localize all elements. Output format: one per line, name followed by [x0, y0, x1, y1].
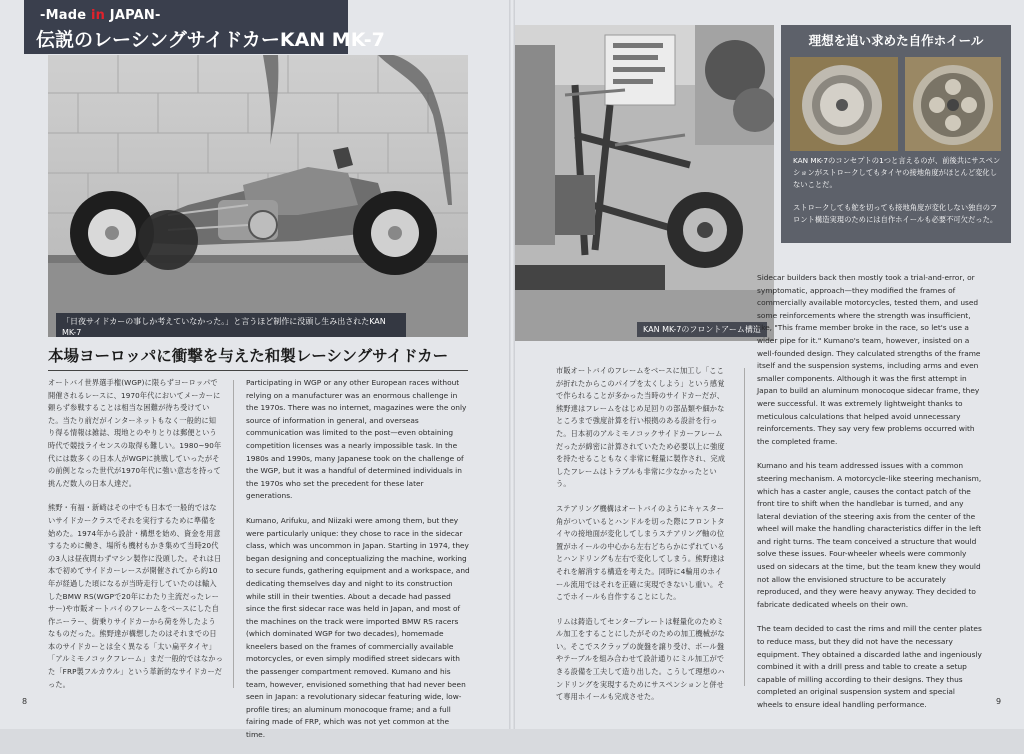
column-divider [744, 368, 745, 686]
paragraph: ストロークしても舵を切っても接地角度が変化しない独自のフロント構造実現のためには自作ホイールも必要不可欠だった。 [793, 202, 998, 224]
sidecar-photo [48, 55, 468, 337]
page-title: 伝説のレーシングサイドカーKAN MK-7 [36, 29, 385, 51]
page-number-right: 9 [996, 697, 1002, 706]
paragraph: KAN MK-7のコンセプトの1つと言えるのが、前後共にサスペンションがストロークしてもタイヤの接地角度がほとんど変化しないことだ。 [793, 156, 1001, 190]
title-sub: -Made in JAPAN- [40, 8, 161, 23]
title-box [24, 0, 385, 54]
paragraph: Kumano and his team addressed issues with a common steering mechanism. A motorcycle-like steering mechanism, which has a caster angle, causes the contact patch of the front tire to shift when the handlebar is turned, and any lateral deviation of the steering axis from the center of the wheel will make the handling characteristics differ in the left and right turns. The team conceived a structure that would solve these issues. Four-wheeler wheels were commonly used on sidecars at the time, but the team knew they would not allow the envisioned structure to be accurately reproduced, and they were heavy anyway. They decided to fabricate dedicated wheels on their own. [757, 461, 982, 609]
front-arm-photo [515, 25, 774, 341]
wheel-sidebar-title: 理想を追い求めた自作ホイール [808, 33, 984, 48]
title-sub-highlight: in [90, 8, 106, 23]
paragraph: Sidecar builders back then mostly took a trial-and-error, or symptomatic, approach—they modified the frames of commercially available motorcycles, tested them, and used some reinforcements where the strength was insufficient, like, "This frame member broke in the race, so let's use a wider pipe for it." Kumano's team, however, insisted on a well-founded design. They calculated strengths of the frame itself and the suspension systems, including arms and even smaller components. Although it was the first attempt in Japan to build an aluminum monocoque sidecar frame, they were successful. It was extremely lightweight thanks to meticulous calculations that helped avoid unnecessary reinforcements. They say very few problems occurred with the completed frame. [757, 273, 981, 446]
column-divider [233, 380, 234, 688]
left-english-column [246, 377, 470, 754]
wheel-photo-2 [905, 57, 1001, 151]
wheel-sidebar-text [793, 155, 1003, 236]
right-english-column [757, 272, 983, 724]
paragraph: 市販オートバイのフレームをベースに加工し「ここが折れたからこのパイプを太くしよう」という感覚で作られることが多かった当時のサイドカーだが、熊野達はフレームをはじめ足回りの部品類や細かなところまで強度計算を行い根拠のある設計を行った。日本初のアルミモノコックサイドカーフレームだったが綿密に計算されていたため必要以上に強度を持たせることもなく非常に軽量に製作され、完成したフレームはトラブルも非常に少なかったという。 [556, 366, 726, 489]
paragraph: Kumano, Arifuku, and Niizaki were among them, but they were particularly unique: they chose to race in the sidecar class, which was uncommon in Japan. Starting in 1974, they began designing and conceptualizing the machine, working to secure funds, gathering equipment and a workspace, and dedicating themselves day and night to its construction while still in their twenties. About a decade had passed since the first sidecar race was held in Japan, and most of the machines on the track were imported BMW RS racers (which dominated WGP for two decades), homemade kneelers based on the frames of commercially available motorcycles, or even simply modified street sidecars with the passenger compartment removed. Kumano and his team, however, envisioned something that had never been seen in Japan: a revolutionary sidecar featuring wide, low-profile tires; an aluminum monocoque frame; and a full fairing made of FRP, which was not yet common at the time. [246, 515, 470, 740]
left-japanese-column [48, 377, 223, 703]
paragraph: 熊野・有福・新崎はその中でも日本で一般的ではないサイドカークラスでそれを実行するために準備を始めた。1974年から設計・構想を始め、資金を用意するために働き、場所も機材もかき集めて当時20代の3人は昼夜問わずマシン製作に没頭した。それは日本で初めてサイドカーレースが開催されてから約10年が経過した頃になるが当時走行していたのは輸入したBMW RS(WGPで20年にわたり主流だったレーサー)や市販オートバイのフレームをベースにした自作ニーラー、街乗りサイドカーから荷を外したようなものだった。熊野達が構想したのはそれまでの日本のサイドカーとは全く異なる「太い扁平タイヤ」「アルミモノコックフレーム」まだ一般的ではなかった「FRP製フルカウル」という革新的なサイドカーだった。 [48, 503, 223, 689]
sidecar-photo-caption: 「日夜サイドカーの事しか考えていなかった。」と言うほど制作に没頭し生み出されたKAN MK-7 [56, 313, 406, 337]
page-number-left: 8 [22, 697, 28, 706]
front-arm-caption: KAN MK-7のフロントアーム構造 [637, 322, 767, 337]
section-heading: 本場ヨーロッパに衝撃を与えた和製レーシングサイドカー [48, 344, 468, 371]
paragraph: リムは鋳造してセンタープレートは軽量化のためミル加工をすることにしたがそのための加工機械がない。そこでスクラップの旋盤を譲り受け、ボール盤やテーブルを組み合わせて設計通りにミル加工ができる設備を工夫して造り出した。こうして理想のハンドリングを実現するためにサスペンションと併せて専用ホイールも完成させた。 [556, 616, 725, 702]
paragraph: The team decided to cast the rims and mill the center plates to reduce mass, but they did not have the necessary equipment. They obtained a discarded lathe and ingeniously combined it with a drill press and table to create a setup capable of milling according to their designs. They thus completed an original suspension system and special wheels to ensure ideal handling performance. [757, 624, 982, 709]
paragraph: ステアリング機構はオートバイのようにキャスター角がついているとハンドルを切った際にフロントタイヤの接地面が変化してしまうステアリング軸の位置がホイールの中心から左右どちらかにずれているとハンドリングも左右で変化してしまう。熊野達はそれを解消する構造を考えた。同時に4輪用のホイール流用ではそれを正確に実現できないし重い。そこでホイールも自作することにした。 [556, 503, 725, 602]
paragraph: Participating in WGP or any other European races without relying on a manufacturer was an enormous challenge in the 1970s. There was no internet, magazines were the only source of information in general, and overseas communication was limited to the post—even obtaining competition licenses was a nearly impossible task. In the 1980s and 1990s, many Japanese took on the challenge of the WGP, but it was a handful of determined individuals in the 1970s who set the precedent for these later generations. [246, 378, 467, 501]
wheel-sidebar [781, 25, 1011, 243]
paragraph: オートバイ世界選手権(WGP)に限らずヨーロッパで開催されるレースに、1970年代においてメーカーに頼らず参戦することは相当な困難が待ち受けていた。当たり前だがインターネットもなく一般的に知り得る情報は雑誌、現地とのやりとりは郵便という時代で競技ライセンスの取得も難しい。1980~90年代には数多くの日本人がWGPに挑戦していったがその前例となった世代が1970年代に強い意志を持って挑んだ数人の日本人達だ。 [48, 378, 222, 488]
wheel-photo-1 [790, 57, 898, 151]
right-japanese-column [556, 365, 727, 716]
